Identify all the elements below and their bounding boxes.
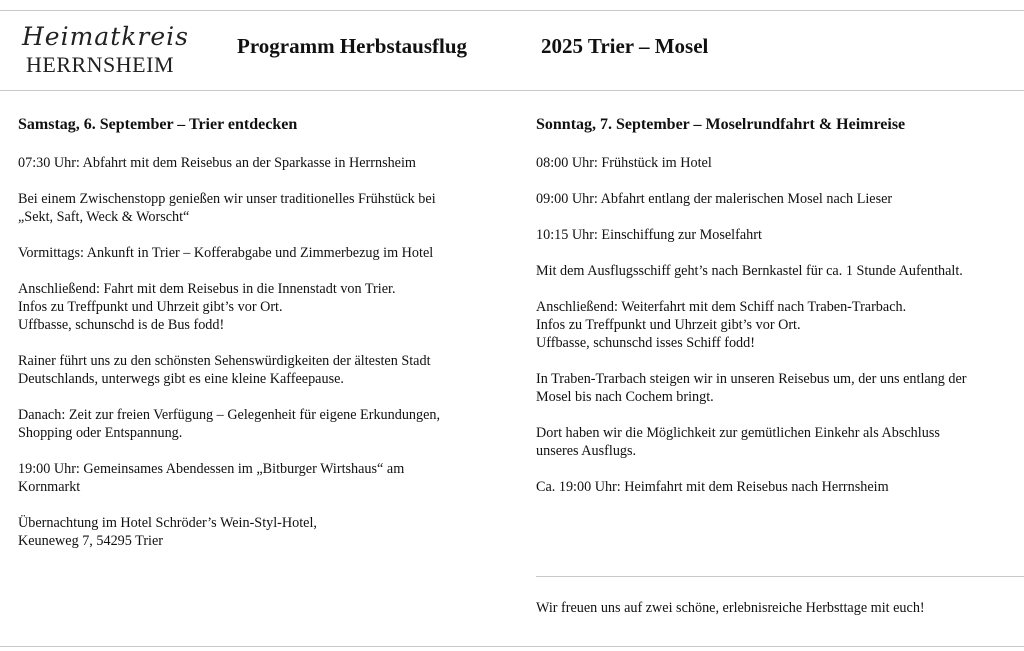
day-column-sunday bbox=[536, 116, 1016, 514]
program-entry-line: Mosel bis nach Cochem bringt. bbox=[536, 389, 714, 405]
program-entry bbox=[536, 190, 1016, 208]
program-entry-line: Rainer führt uns zu den schönsten Sehenswürdigkeiten der ältesten Stadt bbox=[18, 353, 431, 369]
day-column-saturday bbox=[18, 116, 498, 568]
program-entry-line: Anschließend: Fahrt mit dem Reisebus in die Innenstadt von Trier. bbox=[18, 281, 396, 297]
logo bbox=[22, 20, 189, 77]
program-entry-line: In Traben-Trarbach steigen wir in unseren Reisebus um, der uns entlang der bbox=[536, 371, 967, 387]
program-entry-line: Dort haben wir die Möglichkeit zur gemütlichen Einkehr als Abschluss bbox=[536, 425, 940, 441]
program-entry bbox=[18, 406, 498, 442]
program-entry bbox=[18, 352, 498, 388]
program-entry-line: Infos zu Treffpunkt und Uhrzeit gibt’s vor Ort. bbox=[536, 317, 801, 333]
program-entry-line: Vormittags: Ankunft in Trier – Kofferabgabe und Zimmerbezug im Hotel bbox=[18, 245, 434, 261]
program-entry bbox=[18, 190, 498, 226]
program-entry-line: Shopping oder Entspannung. bbox=[18, 425, 183, 441]
program-entry-line: Anschließend: Weiterfahrt mit dem Schiff nach Traben-Trarbach. bbox=[536, 299, 907, 315]
logo-script-text: Heimatkreis bbox=[22, 22, 189, 51]
program-entry bbox=[18, 514, 498, 550]
program-entry-line: Uffbasse, schunschd is de Bus fodd! bbox=[18, 317, 225, 333]
footer-rule bbox=[536, 576, 1024, 577]
program-entry-line: „Sekt, Saft, Weck & Worscht“ bbox=[18, 209, 190, 225]
logo-caps-text: HERRNSHEIM bbox=[26, 52, 175, 77]
program-entry-line: 09:00 Uhr: Abfahrt entlang der malerischen Mosel nach Lieser bbox=[536, 191, 893, 207]
program-entry-line: Ca. 19:00 Uhr: Heimfahrt mit dem Reisebus nach Herrnsheim bbox=[536, 479, 889, 495]
program-entry-line: Übernachtung im Hotel Schröder’s Wein-Styl-Hotel, bbox=[18, 515, 317, 531]
program-entry-line: Mit dem Ausflugsschiff geht’s nach Bernkastel für ca. 1 Stunde Aufenthalt. bbox=[536, 263, 963, 279]
program-entry bbox=[18, 154, 498, 172]
bottom-rule bbox=[0, 646, 1024, 647]
program-entry-line: 19:00 Uhr: Gemeinsames Abendessen im „Bitburger Wirtshaus“ am bbox=[18, 461, 405, 477]
page-title: Programm Herbstausflug bbox=[237, 34, 468, 58]
program-entry bbox=[18, 460, 498, 496]
program-entry-line: Kornmarkt bbox=[18, 479, 81, 495]
day-heading: Sonntag, 7. September – Moselrundfahrt & Heimreise bbox=[536, 116, 906, 133]
day-heading: Samstag, 6. September – Trier entdecken bbox=[18, 116, 298, 133]
program-entry bbox=[536, 298, 1016, 352]
program-entry-line: Bei einem Zwischenstopp genießen wir unser traditionelles Frühstück bei bbox=[18, 191, 436, 207]
program-entry bbox=[536, 424, 1016, 460]
program-entry-line: Danach: Zeit zur freien Verfügung – Gelegenheit für eigene Erkundungen, bbox=[18, 407, 441, 423]
closing-note: Wir freuen uns auf zwei schöne, erlebnisreiche Herbsttage mit euch! bbox=[536, 600, 925, 616]
program-entry-line: 10:15 Uhr: Einschiffung zur Moselfahrt bbox=[536, 227, 762, 243]
page-subtitle: 2025 Trier – Mosel bbox=[541, 34, 709, 58]
program-entry-line: unseres Ausflugs. bbox=[536, 443, 637, 459]
program-entry bbox=[18, 280, 498, 334]
program-entry-line: Infos zu Treffpunkt und Uhrzeit gibt’s vor Ort. bbox=[18, 299, 283, 315]
top-rule bbox=[0, 10, 1024, 11]
program-entry-line: Deutschlands, unterwegs gibt es eine kleine Kaffeepause. bbox=[18, 371, 344, 387]
program-entry bbox=[536, 370, 1016, 406]
program-entry bbox=[536, 226, 1016, 244]
program-entry-line: Uffbasse, schunschd isses Schiff fodd! bbox=[536, 335, 755, 351]
program-entry bbox=[536, 262, 1016, 280]
header-rule bbox=[0, 90, 1024, 91]
program-entry-line: 07:30 Uhr: Abfahrt mit dem Reisebus an der Sparkasse in Herrnsheim bbox=[18, 155, 416, 171]
program-entry bbox=[18, 244, 498, 262]
program-entry-line: Keuneweg 7, 54295 Trier bbox=[18, 533, 164, 549]
program-entry bbox=[536, 154, 1016, 172]
program-entry bbox=[536, 478, 1016, 496]
program-entry-line: 08:00 Uhr: Frühstück im Hotel bbox=[536, 155, 712, 171]
